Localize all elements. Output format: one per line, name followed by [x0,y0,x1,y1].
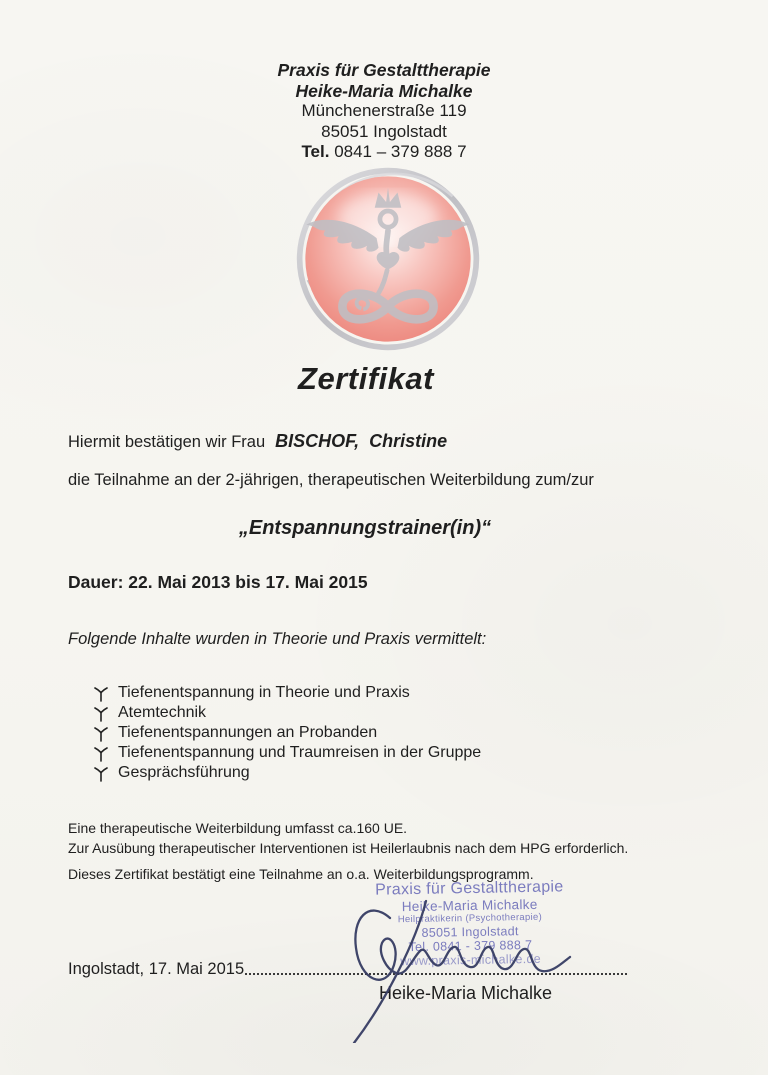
contents-heading: Folgende Inhalte wurden in Theorie und Praxis vermittelt: [68,630,487,648]
list-item-label: Tiefenentspannung in Theorie und Praxis [118,684,410,701]
participant-name: BISCHOF, Christine [275,431,448,451]
list-item [94,704,481,724]
list-item-label: Gesprächsführung [118,764,250,781]
note-line: Zur Ausübung therapeutischer Interventionen ist Heilerlaubnis nach dem HPG erforderlich. [68,840,629,856]
winged-figure-infinity-icon [293,164,483,354]
stamp-line: Heike-Maria Michalke [401,896,538,915]
place-and-date: Ingolstadt, 17. Mai 2015 [68,960,245,978]
contents-list [94,684,481,784]
list-item-label: Tiefenentspannung und Traumreisen in der Gruppe [118,744,482,761]
notes-block [68,818,628,858]
duration-line: Dauer: 22. Mai 2013 bis 17. Mai 2015 [68,572,368,592]
letterhead [0,60,768,163]
crow-foot-bullet-icon [94,686,108,702]
letterhead-street: Münchenerstraße 119 [301,101,467,120]
stamp-line: www.praxis-michalke.de [400,951,542,969]
list-item [94,684,481,704]
crow-foot-bullet-icon [94,726,108,742]
list-item-label: Atemtechnik [118,704,207,721]
crow-foot-bullet-icon [94,706,108,722]
statement-line-1 [68,431,447,452]
list-item [94,724,481,744]
certificate-title: Zertifikat [298,361,434,396]
letterhead-practice-name: Praxis für Gestalttherapie [277,60,491,80]
confirmation-line: Dieses Zertifikat bestätigt eine Teilnahme an o.a. Weiterbildungsprogramm. [68,866,534,882]
list-item [94,744,481,764]
stamp-line: Tel. 0841 - 379 888 7 [408,937,533,955]
list-item-label: Tiefenentspannungen an Probanden [118,724,378,741]
handwritten-signature [330,893,630,1043]
statement-line-2: die Teilnahme an der 2-jährigen, therapeutischen Weiterbildung zum/zur [68,471,594,489]
statement-prefix: Hiermit bestätigen wir Frau [68,433,266,451]
course-title: „Entspannungstrainer(in)“ [238,517,492,539]
stamp-line: 85051 Ingolstadt [421,924,519,940]
stamp-line: Heilpraktikerin (Psychotherapie) [397,911,543,926]
phone-label: Tel. [301,142,330,161]
note-line: Eine therapeutische Weiterbildung umfasst ca.160 UE. [68,820,408,836]
phone-number: 0841 – 379 888 7 [329,142,467,161]
crow-foot-bullet-icon [94,746,108,762]
practice-logo-emblem [293,164,483,354]
letterhead-city: 85051 Ingolstadt [321,121,447,141]
letterhead-person-name: Heike-Maria Michalke [295,80,473,101]
crow-foot-bullet-icon [94,766,108,782]
letterhead-phone [0,142,768,163]
list-item [94,764,481,784]
stamp-line: Praxis für Gestalttherapie [375,878,564,899]
signatory-printed-name: Heike-Maria Michalke [379,983,553,1003]
